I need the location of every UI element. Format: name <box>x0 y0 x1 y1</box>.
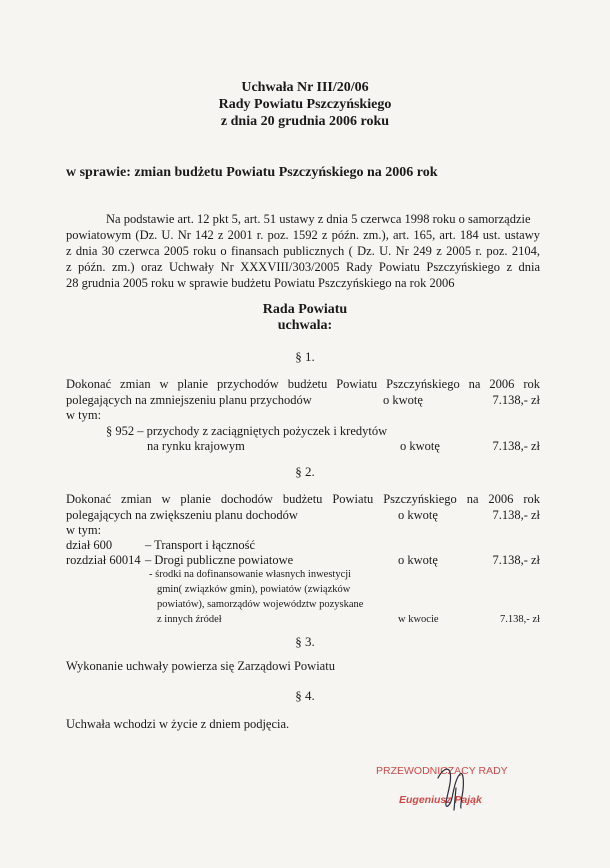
preamble-line-5: 28 grudnia 2005 roku w sprawie budżetu Powiatu Pszczyńskiego na rok 2006 <box>66 276 455 290</box>
section-1-heading: § 1. <box>295 349 315 364</box>
council-name: Rady Powiatu Pszczyńskiego <box>218 97 392 112</box>
preamble-line-1: Na podstawie art. 12 pkt 5, art. 51 ustawy z dnia 5 czerwca 1998 roku o samorządzie <box>106 212 531 226</box>
section-2-heading: § 2. <box>295 464 315 479</box>
section-1-item-line-1: § 952 – przychody z zaciągniętych pożyczek i kredytów <box>106 424 388 438</box>
council-heading: Rada Powiatu <box>262 302 348 317</box>
resolves-heading: uchwala: <box>277 318 333 333</box>
section-1-item-amount: 7.138,- zł <box>492 439 540 453</box>
chapter-description: – Drogi publiczne powiatowe <box>145 553 294 567</box>
division-label: dział 600 <box>66 538 113 552</box>
preamble-line-4: z późn. zm.) oraz Uchwały Nr XXXVIII/303/2005 Rady Powiatu Pszczyńskiego z dnia <box>66 260 540 274</box>
section-1-amount: 7.138,- zł <box>492 393 540 407</box>
section-1-item-line-2: na rynku krajowym <box>147 439 245 453</box>
section-2-including: w tym: <box>66 523 102 537</box>
section-3-text: Wykonanie uchwały powierza się Zarządowi Powiatu <box>66 659 335 673</box>
handwritten-signature <box>430 758 480 816</box>
subitem-line-3: powiatów), samorządów województw pozyskane <box>157 599 364 610</box>
chairman-stamp-name: Eugeniusz Pająk <box>399 794 482 806</box>
chapter-amount: 7.138,- zł <box>492 553 540 567</box>
section-1-line-2: polegających na zmniejszeniu planu przychodów <box>66 393 312 407</box>
section-1-kwote-label: o kwotę <box>383 393 423 407</box>
section-2-kwote-label: o kwotę <box>398 508 438 522</box>
section-1-item-kwote-label: o kwotę <box>400 439 440 453</box>
subitem-amount: 7.138,- zł <box>500 614 540 625</box>
subitem-line-2: gmin( związków gmin), powiatów (związków <box>157 584 351 595</box>
chapter-label: rozdział 60014 <box>66 553 141 567</box>
subitem-kwote-label: w kwocie <box>398 614 439 625</box>
subitem-line-1: - środki na dofinansowanie własnych inwestycji <box>149 569 352 580</box>
section-4-text: Uchwała wchodzi w życie z dniem podjęcia. <box>66 717 290 731</box>
section-2-line-2: polegających na zwiększeniu planu dochodów <box>66 508 298 522</box>
section-1-including: w tym: <box>66 408 102 422</box>
division-description: – Transport i łączność <box>145 538 256 552</box>
preamble-line-2: powiatowym (Dz. U. Nr 142 z 2001 r. poz. 1592 z późn. zm.), art. 165, art. 184 ust. ustawy <box>66 228 540 242</box>
resolution-subject: w sprawie: zmian budżetu Powiatu Pszczyńskiego na 2006 rok <box>66 165 438 180</box>
section-1-line-1: Dokonać zmian w planie przychodów budżetu Powiatu Pszczyńskiego na 2006 rok <box>66 377 540 391</box>
section-4-heading: § 4. <box>295 688 315 703</box>
preamble-line-3: z dnia 30 czerwca 2005 roku o finansach publicznych ( Dz. U. Nr 249 z 2005 r. poz. 2104, <box>66 244 540 258</box>
chapter-kwote-label: o kwotę <box>398 553 438 567</box>
resolution-date: z dnia 20 grudnia 2006 roku <box>220 114 390 129</box>
chairman-stamp-title: PRZEWODNICZĄCY RADY <box>376 765 508 777</box>
section-2-amount: 7.138,- zł <box>492 508 540 522</box>
section-2-line-1: Dokonać zmian w planie dochodów budżetu Powiatu Pszczyńskiego na 2006 rok <box>66 492 540 506</box>
resolution-number: Uchwała Nr III/20/06 <box>241 80 369 95</box>
subitem-line-4: z innych źródeł <box>157 614 222 625</box>
section-3-heading: § 3. <box>295 634 315 649</box>
